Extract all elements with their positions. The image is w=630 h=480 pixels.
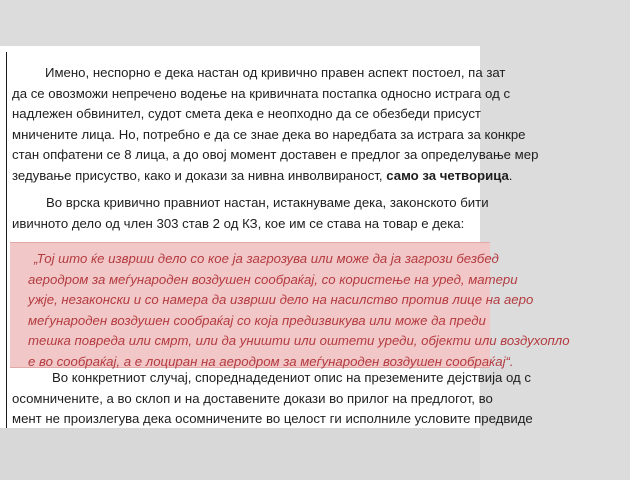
- paragraph-line: Имено, неспорно е дека настан од кривично правен аспект постоел, па зат: [45, 65, 506, 80]
- paragraph-line: мент не произлегува дека осомничените во целост ги исполниле условите предвиде: [12, 411, 533, 427]
- paragraph-line-text: зедување присуство, како и докази за нивна инволвираност,: [12, 167, 383, 183]
- background-strip: [0, 428, 480, 480]
- paragraph-line: осомничените, а во склоп и на доставените докази во прилог на предлогот, во: [12, 390, 493, 406]
- quote-line: тешка повреда или смрт, или да уништи или оштети уреди, објекти или воздухопло: [28, 333, 570, 349]
- paragraph-line: стан опфатени се 8 лица, а до овој момент доставен е предлог за определување мер: [12, 147, 539, 163]
- sentence-end: .: [508, 167, 513, 183]
- paragraph-3: [0, 368, 620, 430]
- quote-line: е во сообраќај, а е лоциран на аеродром за меѓународен воздушен сообраќај“.: [28, 353, 514, 369]
- quote-line: аеродром за меѓународен воздушен сообраќај, со користење на уред, матери: [28, 271, 518, 287]
- paragraph-2: [0, 193, 620, 234]
- document-page: [0, 46, 570, 428]
- quote-line: ужје, незаконски и со намера да изврши дело на насилство против лице на аеро: [28, 292, 534, 308]
- paragraph-line-last: [0, 166, 620, 187]
- paragraph-line: надлежен обвинител, судот смета дека е неопходно да се обезбеди присуст: [12, 106, 481, 122]
- paragraph-1: [0, 63, 620, 187]
- paragraph-line: ивичното дело од член 303 став 2 од КЗ, кое им се става на товар е дека:: [12, 215, 465, 231]
- highlighted-quote: [10, 242, 570, 369]
- paragraph-line: Во конкретниот случај, спореднадедениот опис на преземените дејствија од с: [52, 370, 531, 385]
- quote-line: меѓународен воздушен сообраќај со која предизвикува или може да преди: [28, 312, 486, 328]
- bold-emphasis: само за четворица: [382, 167, 509, 183]
- paragraph-line: да се овозможи непречено водење на кривичната постапка односно истрага од с: [12, 85, 511, 101]
- paragraph-line: мничените лица. Но, потребно е да се знае дека во наредбата за истрага за конкре: [12, 126, 526, 142]
- paragraph-line: Во врска кривично правниот настан, истакнуваме дека, законското бити: [46, 195, 489, 210]
- quote-line: „Тој што ќе изврши дело со кое ја загрозува или може да ја загрози безбед: [34, 251, 499, 266]
